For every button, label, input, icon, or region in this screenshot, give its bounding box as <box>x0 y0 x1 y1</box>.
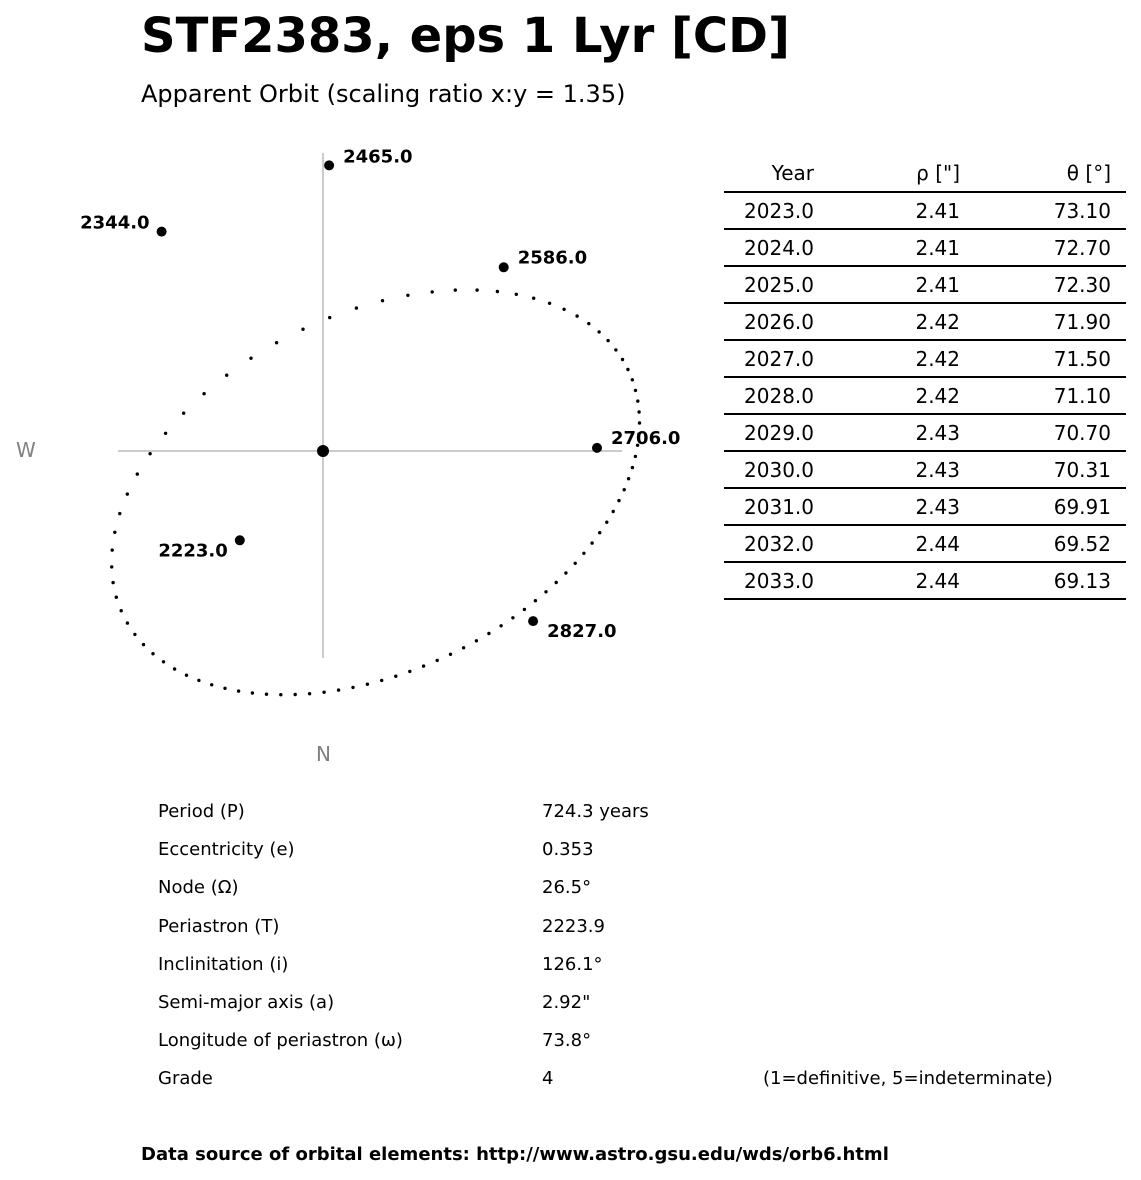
cell-year: 2031.0 <box>724 488 814 525</box>
orbit-dot <box>496 290 499 293</box>
cell-theta: 71.90 <box>960 303 1111 340</box>
cell-year: 2023.0 <box>724 192 814 229</box>
orbit-dot <box>582 552 585 555</box>
orbit-dot <box>337 688 340 691</box>
element-value: 73.8° <box>542 1030 592 1051</box>
orbit-dot <box>636 399 639 402</box>
ephemeris-table-body <box>724 192 1126 599</box>
orbit-dot <box>126 621 129 624</box>
table-row <box>724 562 1126 599</box>
orbit-dot <box>322 691 325 694</box>
cell-pad <box>1111 377 1126 414</box>
cell-theta: 71.10 <box>960 377 1111 414</box>
element-value: 2.92" <box>542 992 591 1013</box>
element-value: 4 <box>542 1068 554 1089</box>
orbit-dot <box>532 297 535 300</box>
cell-theta: 70.70 <box>960 414 1111 451</box>
orbit-dot <box>617 499 620 502</box>
element-value: 0.353 <box>542 839 594 860</box>
epoch-label: 2586.0 <box>517 247 588 269</box>
table-row <box>724 192 1126 229</box>
orbit-dot <box>590 541 593 544</box>
orbit-dot <box>185 674 188 677</box>
orbit-dot <box>133 633 136 636</box>
orbit-dot <box>164 432 167 435</box>
orbit-dot <box>475 288 478 291</box>
cell-pad <box>1111 451 1126 488</box>
orbit-dot <box>126 492 129 495</box>
orbit-dot <box>449 653 452 656</box>
orbit-dot <box>113 531 116 534</box>
cell-rho: 2.43 <box>814 414 960 451</box>
orbit-dot <box>548 302 551 305</box>
element-value: 724.3 years <box>542 801 649 822</box>
orbit-dot <box>587 322 590 325</box>
element-label: Semi-major axis (a) <box>158 992 335 1013</box>
orbit-dot <box>431 290 434 293</box>
element-label: Eccentricity (e) <box>158 839 295 860</box>
orbit-dot <box>487 632 490 635</box>
cell-theta: 69.91 <box>960 488 1111 525</box>
table-row <box>724 451 1126 488</box>
epoch-label: 2827.0 <box>547 621 617 643</box>
orbit-dot <box>237 689 240 692</box>
orbit-dot <box>627 477 630 480</box>
cell-pad <box>1111 266 1126 303</box>
orbit-dot <box>328 316 331 319</box>
orbit-dot <box>308 692 311 695</box>
orbit-dot <box>210 683 213 686</box>
orbit-dot <box>136 472 139 475</box>
epoch-point <box>499 262 509 272</box>
orbit-dot <box>366 683 369 686</box>
orbit-dot <box>626 368 629 371</box>
element-label: Inclinitation (i) <box>158 954 289 975</box>
orbit-dot <box>148 452 151 455</box>
orbit-dot <box>631 466 634 469</box>
cell-pad <box>1111 303 1126 340</box>
epoch-point <box>592 443 602 453</box>
epoch-markers <box>80 146 680 642</box>
orbit-dot <box>515 293 518 296</box>
element-note: (1=definitive, 5=indeterminate) <box>763 1068 1053 1089</box>
cell-theta: 73.10 <box>960 192 1111 229</box>
cell-theta: 69.52 <box>960 525 1111 562</box>
cell-year: 2025.0 <box>724 266 814 303</box>
orbit-dot <box>142 643 145 646</box>
epoch-label: 2344.0 <box>80 212 150 234</box>
orbit-dot <box>151 652 154 655</box>
cell-pad <box>1111 562 1126 599</box>
orbit-dot <box>511 616 514 619</box>
orbit-dot <box>634 455 637 458</box>
element-value: 126.1° <box>542 954 603 975</box>
cell-year: 2028.0 <box>724 377 814 414</box>
orbit-dot <box>574 562 577 565</box>
element-label: Longitude of periastron (ω) <box>158 1030 403 1051</box>
orbit-dot <box>598 531 601 534</box>
orbit-dot <box>614 348 617 351</box>
cell-pad <box>1111 192 1126 229</box>
orbit-dot <box>637 410 640 413</box>
cell-pad <box>1111 414 1126 451</box>
epoch-label: 2223.0 <box>158 540 228 562</box>
orbit-dot <box>406 294 409 297</box>
orbit-dot <box>475 639 478 642</box>
orbit-dot <box>120 609 123 612</box>
orbit-dot <box>110 565 113 568</box>
orbit-dot <box>621 358 624 361</box>
epoch-point <box>235 535 245 545</box>
orbit-dot <box>173 667 176 670</box>
cell-year: 2029.0 <box>724 414 814 451</box>
epoch-label: 2706.0 <box>611 427 681 449</box>
cell-rho: 2.43 <box>814 451 960 488</box>
orbit-dot <box>612 510 615 513</box>
orbit-dot <box>223 687 226 690</box>
cell-pad <box>1111 229 1126 266</box>
table-row <box>724 229 1126 266</box>
orbit-dot <box>380 679 383 682</box>
cell-year: 2027.0 <box>724 340 814 377</box>
epoch-label: 2465.0 <box>343 146 413 168</box>
orbit-dot <box>631 378 634 381</box>
orbit-dot <box>301 328 304 331</box>
cell-pad <box>1111 488 1126 525</box>
chart-title: STF2383, eps 1 Lyr [CD] <box>141 8 790 64</box>
orbit-dot <box>623 488 626 491</box>
orbit-dot <box>265 693 268 696</box>
orbit-dot <box>638 421 641 424</box>
cell-rho: 2.44 <box>814 562 960 599</box>
cell-year: 2026.0 <box>724 303 814 340</box>
cell-theta: 72.30 <box>960 266 1111 303</box>
orbit-dot <box>555 581 558 584</box>
orbit-dot <box>564 571 567 574</box>
cell-rho: 2.41 <box>814 229 960 266</box>
orbit-dot <box>499 624 502 627</box>
cell-rho: 2.41 <box>814 192 960 229</box>
orbit-dot <box>381 299 384 302</box>
orbit-dot <box>249 357 252 360</box>
header-pad <box>1111 155 1126 192</box>
cell-rho: 2.42 <box>814 303 960 340</box>
orbit-dot <box>251 691 254 694</box>
table-row <box>724 266 1126 303</box>
compass-west-label: W <box>16 438 36 462</box>
orbit-dot <box>275 341 278 344</box>
table-row <box>724 488 1126 525</box>
orbit-dot <box>115 596 118 599</box>
table-row <box>724 525 1126 562</box>
table-row <box>724 414 1126 451</box>
cell-pad <box>1111 340 1126 377</box>
cell-year: 2024.0 <box>724 229 814 266</box>
element-label: Grade <box>158 1068 213 1089</box>
orbit-dot <box>111 581 114 584</box>
element-value: 26.5° <box>542 877 592 898</box>
epoch-point <box>157 227 167 237</box>
header-theta: θ [°] <box>960 155 1111 192</box>
chart-subtitle: Apparent Orbit (scaling ratio x:y = 1.35) <box>141 80 626 108</box>
primary-star <box>317 445 329 457</box>
orbit-dot <box>394 675 397 678</box>
table-row <box>724 377 1126 414</box>
compass-north-label: N <box>316 742 331 766</box>
table-row <box>724 340 1126 377</box>
cell-year: 2033.0 <box>724 562 814 599</box>
cell-theta: 72.70 <box>960 229 1111 266</box>
element-label: Periastron (T) <box>158 916 280 937</box>
orbit-dot <box>111 548 114 551</box>
cell-pad <box>1111 525 1126 562</box>
orbit-dot <box>523 608 526 611</box>
element-value: 2223.9 <box>542 916 605 937</box>
cell-rho: 2.44 <box>814 525 960 562</box>
table-header-row <box>724 155 1126 192</box>
orbit-dot <box>422 664 425 667</box>
element-label: Node (Ω) <box>158 877 239 898</box>
orbit-dot <box>436 659 439 662</box>
header-year: Year <box>724 155 814 192</box>
orbit-dot <box>118 512 121 515</box>
cell-year: 2030.0 <box>724 451 814 488</box>
orbit-dot <box>351 686 354 689</box>
orbit-dot <box>454 288 457 291</box>
data-source-note: Data source of orbital elements: http://www.astro.gsu.edu/wds/orb6.html <box>141 1144 889 1165</box>
orbit-dot <box>462 646 465 649</box>
epoch-point <box>324 160 334 170</box>
orbit-dot <box>197 679 200 682</box>
cell-rho: 2.43 <box>814 488 960 525</box>
header-rho: ρ ["] <box>814 155 960 192</box>
epoch-point <box>528 616 538 626</box>
orbit-dot <box>606 339 609 342</box>
cell-theta: 71.50 <box>960 340 1111 377</box>
element-label: Period (P) <box>158 801 245 822</box>
cell-theta: 70.31 <box>960 451 1111 488</box>
orbit-dot <box>605 521 608 524</box>
orbit-dot <box>279 693 282 696</box>
table-row <box>724 303 1126 340</box>
cell-rho: 2.42 <box>814 340 960 377</box>
cell-year: 2032.0 <box>724 525 814 562</box>
cell-rho: 2.41 <box>814 266 960 303</box>
orbit-dot <box>534 599 537 602</box>
orbit-dot <box>355 306 358 309</box>
orbit-dot <box>575 314 578 317</box>
orbit-dot <box>182 412 185 415</box>
cell-rho: 2.42 <box>814 377 960 414</box>
orbit-dot <box>562 308 565 311</box>
orbit-dot <box>202 392 205 395</box>
orbit-dot <box>225 374 228 377</box>
orbit-dot <box>294 693 297 696</box>
cell-theta: 69.13 <box>960 562 1111 599</box>
orbit-dot <box>634 389 637 392</box>
orbit-dot <box>408 670 411 673</box>
orbit-plot <box>0 0 700 780</box>
ephemeris-table <box>724 155 1126 600</box>
orbit-dot <box>162 660 165 663</box>
orbit-dot <box>597 330 600 333</box>
orbit-dot <box>544 590 547 593</box>
